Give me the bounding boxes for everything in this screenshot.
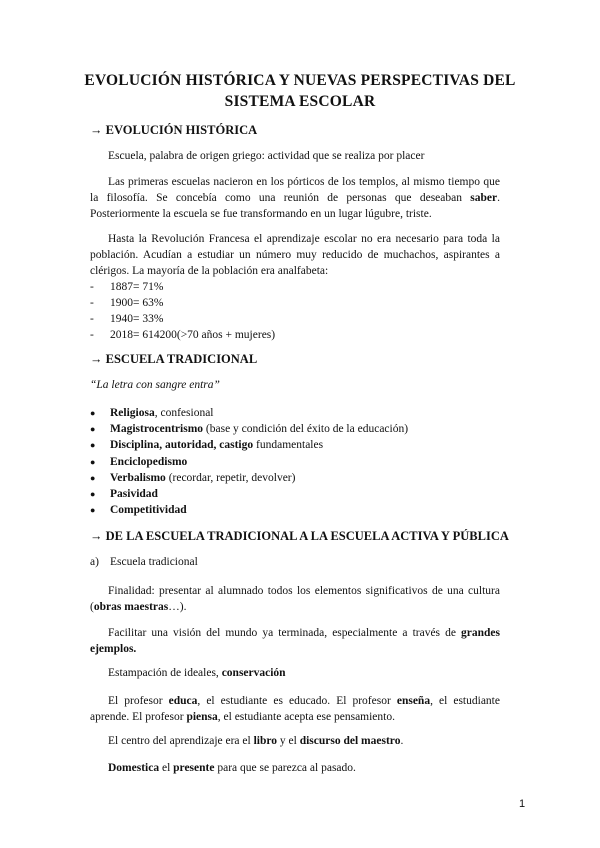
paragraph-escuela-definicion: Escuela, palabra de origen griego: actividad que se realiza por placer [108,150,425,162]
bullet-icon: ● [90,505,96,516]
text-run: , el estudiante acepta ese pensamiento. [217,711,395,723]
bold-term: Pasividad [110,488,158,501]
bullet-icon: ● [90,440,96,451]
bullet-icon: ● [90,472,96,483]
paragraph-domestica [108,762,356,774]
text-run: El profesor [108,695,169,707]
list-item-text [110,470,295,486]
bold-ensena: enseña [396,695,431,707]
list-item-text [110,486,158,502]
list-item-text: 1887= 71% [110,281,164,293]
page-number: 1 [519,798,526,810]
bullet-icon: ● [90,456,96,467]
bold-saber: saber [470,192,498,204]
list-item [90,486,408,502]
list-item-text: 1940= 33% [110,313,164,325]
bold-discurso-del-maestro: discurso del maestro [299,735,401,747]
text-run: Facilitar una visión del mundo ya terminada, especialmente a través de [108,627,462,639]
subsection-escuela-tradicional [90,556,198,568]
bold-term: Verbalismo [110,471,166,484]
dash-marker: - [90,297,94,309]
text-run: . [400,735,404,747]
bold-term: Disciplina, autoridad, castigo [110,439,254,452]
list-item [90,327,275,343]
text-run: para que se parezca al pasado. [214,762,356,774]
subsection-label: Escuela tradicional [110,556,198,568]
list-item [90,502,408,518]
bold-term: Magistrocentrismo [110,423,204,436]
bullet-icon: ● [90,489,96,500]
list-item-text [110,502,187,518]
bold-libro: libro [253,735,278,747]
text-run: (recordar, repetir, devolver) [165,471,296,484]
subsection-marker: a) [90,556,99,568]
bold-piensa: piensa [186,711,218,723]
text-run: Las primeras escuelas nacieron en los pórticos de los templos, al mismo tiempo que la filosofía. Se concebía como una reunión de personas que deseaban [90,176,500,204]
text-run: Estampación de ideales, [108,667,222,679]
bold-term: Enciclopedismo [110,455,188,468]
paragraph-centro-aprendizaje [108,735,403,747]
paragraph-revolucion-francesa: Hasta la Revolución Francesa el aprendizaje escolar no era necesario para toda la población. Acudían a estudiar un número muy reducido de muchachos, aspirantes a clérigos. La mayoría de la población era analfabeta: [90,233,500,277]
bold-grandes-ejemplos: grandes ejemplos. [90,627,500,655]
text-run: Finalidad: presentar al alumnado todos los elementos significativos de una cultura ( [90,585,500,613]
heading-escuela-tradicional: → ESCUELA TRADICIONAL [90,352,258,366]
bold-educa: educa [168,695,198,707]
text-run: , confesional [154,407,214,419]
text-run: fundamentales [253,439,324,452]
dash-marker: - [90,329,94,341]
paragraph-primeras-escuelas [90,174,500,222]
text-run: el [159,762,174,774]
list-item [90,470,408,486]
quote: “La letra con sangre entra” [90,379,220,391]
document-title [60,70,540,112]
text-run: y el [277,735,300,747]
paragraph-vision-del-mundo [90,625,500,657]
bold-domestica: Domestica [108,762,160,774]
list-item-text: 1900= 63% [110,297,164,309]
bold-term: Competitividad [110,504,187,517]
paragraph-estampacion [108,667,286,679]
bullet-icon: ● [90,424,96,435]
bold-term: Religiosa [110,407,155,419]
paragraph-profesor [90,693,500,725]
list-item [90,405,408,421]
list-item [90,454,408,470]
text-run: . Posteriormente la escuela se fue transformando en un lugar lúgubre, triste. [90,192,500,220]
list-item [90,295,275,311]
list-item-text: 2018= 614200(>70 años + mujeres) [110,329,276,341]
bold-conservacion: conservación [221,667,286,679]
bullet-icon: ● [90,408,96,418]
list-item [90,279,275,295]
bold-obras-maestras: obras maestras [93,601,169,613]
title-line-1: EVOLUCIÓN HISTÓRICA Y NUEVAS PERSPECTIVAS DEL [84,72,516,89]
bold-presente: presente [173,762,215,774]
dash-marker: - [90,313,94,325]
text-run: , el estudiante aprende. El profesor [90,695,500,723]
traits-list [90,405,408,518]
list-item-text [110,421,408,437]
text-run: …). [168,601,187,613]
dash-marker: - [90,281,94,293]
text-run: (base y condición del éxito de la educación) [203,423,409,436]
list-item [90,437,408,453]
list-item-text [110,405,214,421]
title-line-2: SISTEMA ESCOLAR [224,93,376,110]
list-item [90,421,408,437]
list-item-text [110,437,323,453]
heading-escuela-activa: → DE LA ESCUELA TRADICIONAL A LA ESCUELA ACTIVA Y PÚBLICA [90,529,509,543]
paragraph-finalidad [90,583,500,615]
text-run: El centro del aprendizaje era el [108,735,254,747]
heading-evolucion-historica: → EVOLUCIÓN HISTÓRICA [90,123,258,137]
list-item-text [110,454,187,470]
text-run: , el estudiante es educado. El profesor [197,695,397,707]
literacy-list [90,279,275,343]
list-item [90,311,275,327]
